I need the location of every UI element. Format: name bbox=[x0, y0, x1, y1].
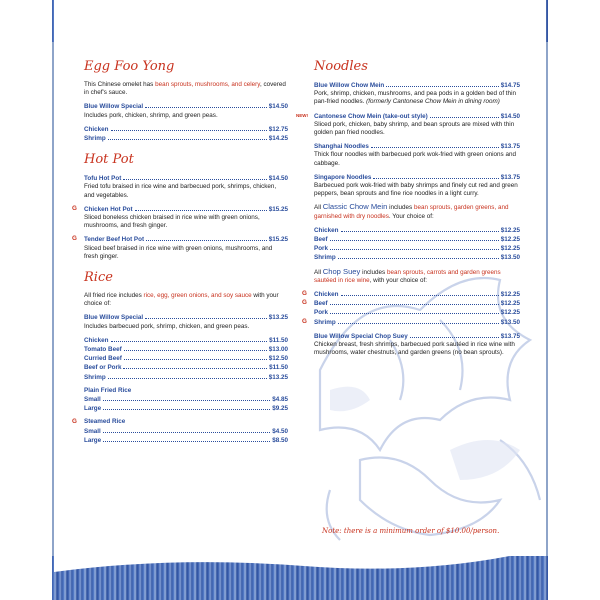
menu-item bbox=[302, 299, 520, 308]
leader-dots bbox=[371, 142, 499, 148]
item-description: Sliced pork, chicken, baby shrimp, and bean sprouts are mixed with thin golden pan fried noodles. bbox=[314, 120, 515, 137]
menu-item bbox=[84, 125, 288, 134]
desc-highlight: rice, egg, green onions, and soy sauce bbox=[143, 292, 252, 300]
desc-highlight: bean sprouts, mushrooms, and celery bbox=[155, 81, 260, 88]
section-title: Hot Pot bbox=[84, 152, 134, 168]
item-name: Chicken bbox=[84, 336, 109, 344]
section-description bbox=[84, 292, 288, 308]
classic-chow-mein-description bbox=[314, 203, 520, 220]
item-name: Blue Willow Special bbox=[84, 314, 144, 322]
item-price: $13.75 bbox=[500, 173, 520, 181]
item-name: Plain Fried Rice bbox=[84, 386, 132, 394]
leader-dots bbox=[123, 174, 266, 180]
menu-item bbox=[84, 345, 288, 354]
item-name: Tomato Beef bbox=[84, 346, 122, 354]
desc-text-mid: includes bbox=[360, 268, 387, 276]
item-price: $12.25 bbox=[500, 300, 520, 308]
leader-dots bbox=[146, 235, 267, 241]
item-description: Includes barbecued pork, shrimp, chicken, and green peas. bbox=[84, 322, 250, 330]
leader-dots bbox=[338, 253, 499, 259]
item-price: $13.50 bbox=[500, 254, 520, 262]
rice-section bbox=[72, 270, 288, 445]
sub-heading bbox=[84, 387, 288, 395]
menu-item bbox=[84, 363, 288, 372]
item-price: $9.25 bbox=[272, 405, 288, 413]
leader-dots bbox=[330, 308, 499, 314]
item-price: $13.00 bbox=[268, 346, 288, 354]
item-name: Small bbox=[84, 396, 101, 404]
item-price: $13.75 bbox=[500, 332, 520, 340]
leader-dots bbox=[145, 313, 267, 319]
item-price: $8.50 bbox=[272, 436, 288, 444]
egg-foo-yong-section bbox=[84, 60, 288, 143]
gluten-free-tag: G bbox=[72, 204, 77, 212]
item-price: $4.50 bbox=[272, 427, 288, 435]
menu-item bbox=[84, 336, 288, 345]
section-title: Egg Foo Yong bbox=[84, 59, 175, 74]
leader-dots bbox=[103, 404, 270, 410]
new-badge: NEW! bbox=[296, 112, 308, 118]
item-name: Tender Beef Hot Pot bbox=[84, 236, 145, 244]
item-name: Small bbox=[84, 427, 101, 435]
item-name: Steamed Rice bbox=[84, 418, 126, 426]
item-description: Chicken breast, fresh shrimps, barbecued pork sautéed in rice wine with mushrooms, water chestnuts, and garden greens (no bean sprouts). bbox=[314, 341, 515, 357]
item-name: Curried Beef bbox=[84, 355, 122, 363]
item-name: Large bbox=[84, 405, 102, 413]
item-price: $4.85 bbox=[272, 396, 288, 404]
desc-text: All bbox=[314, 268, 323, 276]
item-name: Cantonese Chow Mein (take-out style) bbox=[314, 112, 428, 120]
item-name: Shrimp bbox=[84, 373, 106, 381]
item-description: Sliced boneless chicken braised in rice wine with green onions, mushrooms, and fresh ginger. bbox=[84, 214, 260, 230]
item-name: Blue Willow Special Chop Suey bbox=[314, 332, 408, 340]
desc-text-end: , with your choice of: bbox=[369, 276, 428, 284]
desc-emphasis: Classic Chow Mein bbox=[322, 202, 388, 212]
section-title: Rice bbox=[84, 270, 113, 286]
sub-heading bbox=[72, 418, 288, 426]
desc-text: All fried rice includes bbox=[84, 292, 144, 300]
menu-item bbox=[314, 235, 520, 244]
item-price: $15.25 bbox=[268, 205, 288, 213]
item-name: Shrimp bbox=[314, 254, 336, 262]
item-price: $13.25 bbox=[268, 314, 288, 322]
item-name: Shrimp bbox=[314, 318, 336, 326]
item-name: Chicken bbox=[314, 291, 339, 299]
desc-note: (formerly Cantonese Chow Mein in dining room) bbox=[364, 98, 500, 106]
desc-text-end: , covered in chef's sauce. bbox=[84, 81, 286, 97]
desc-text-mid: includes bbox=[387, 204, 414, 212]
desc-text: Pork, shrimp, chicken, mushrooms, and pea pods in a golden bed of thin pan-fried noodles. bbox=[314, 90, 516, 106]
item-name: Large bbox=[84, 436, 102, 444]
item-price: $11.50 bbox=[269, 336, 288, 344]
menu-item bbox=[314, 332, 520, 341]
menu-item bbox=[84, 174, 288, 183]
item-name: Pork bbox=[314, 245, 328, 253]
item-description: Barbecued pork wok-fried with baby shrimps and finely cut red and green peppers, bean sprouts and fine rice noodles in a light curry. bbox=[314, 182, 518, 198]
item-name: Chicken bbox=[84, 125, 109, 133]
desc-text-end: with your choice of: bbox=[84, 292, 279, 308]
left-column bbox=[72, 59, 288, 455]
leader-dots bbox=[103, 436, 270, 442]
item-price: $14.50 bbox=[500, 112, 520, 120]
item-price: $13.50 bbox=[500, 318, 520, 326]
item-price: $15.25 bbox=[268, 236, 288, 244]
menu-item bbox=[84, 313, 288, 322]
leader-dots bbox=[111, 336, 268, 342]
item-name: Beef bbox=[314, 236, 328, 244]
menu-item bbox=[84, 102, 288, 111]
item-name: Tofu Hot Pot bbox=[84, 175, 122, 183]
item-price: $12.25 bbox=[500, 291, 520, 299]
menu-item bbox=[314, 253, 520, 262]
menu-item bbox=[84, 436, 288, 445]
menu-item bbox=[314, 142, 520, 151]
leader-dots bbox=[386, 81, 498, 87]
item-name: Chicken Hot Pot bbox=[84, 205, 133, 213]
leader-dots bbox=[124, 345, 267, 351]
item-price: $12.25 bbox=[500, 226, 520, 234]
item-price: $12.25 bbox=[500, 309, 520, 317]
item-price: $11.50 bbox=[269, 364, 288, 372]
leader-dots bbox=[410, 332, 499, 338]
item-price: $12.25 bbox=[500, 236, 520, 244]
leader-dots bbox=[430, 112, 499, 118]
item-description bbox=[314, 90, 520, 106]
menu-item bbox=[302, 317, 520, 327]
item-description: Fried tofu braised in rice wine and barbecued pork, shrimps, chicken, and vegetables. bbox=[84, 183, 277, 199]
menu-item bbox=[84, 134, 288, 143]
desc-text: All bbox=[314, 204, 323, 212]
leader-dots bbox=[330, 299, 499, 305]
leader-dots bbox=[338, 318, 499, 324]
desc-highlight: bean sprouts, garden greens, and garnished with dry noodles bbox=[314, 204, 509, 220]
item-name: Beef or Pork bbox=[84, 364, 122, 372]
item-price: $13.25 bbox=[268, 373, 288, 381]
menu-item bbox=[302, 290, 520, 299]
minimum-order-note: Note: there is a minimum order of $10.00/person. bbox=[322, 527, 500, 535]
leader-dots bbox=[341, 226, 499, 232]
noodles-section bbox=[296, 59, 520, 357]
leader-dots bbox=[103, 427, 270, 433]
menu-item bbox=[84, 427, 288, 436]
menu-item bbox=[84, 404, 288, 413]
item-price: $12.50 bbox=[268, 355, 288, 363]
section-description bbox=[84, 81, 288, 97]
leader-dots bbox=[330, 244, 499, 250]
item-price: $13.75 bbox=[500, 143, 520, 151]
item-name: Blue Willow Special bbox=[84, 103, 144, 111]
item-name: Singapore Noodles bbox=[314, 173, 372, 181]
leader-dots bbox=[341, 290, 499, 296]
item-price: $14.25 bbox=[268, 135, 288, 143]
gluten-free-tag: G bbox=[72, 235, 77, 243]
item-price: $12.75 bbox=[268, 125, 288, 133]
leader-dots bbox=[373, 173, 498, 179]
item-price: $14.75 bbox=[500, 82, 520, 89]
chop-suey-description bbox=[314, 268, 520, 285]
menu-item bbox=[314, 173, 520, 182]
menu-item bbox=[84, 354, 288, 363]
menu-item bbox=[296, 112, 520, 121]
item-price: $14.50 bbox=[268, 175, 288, 183]
item-name: Blue Willow Chow Mein bbox=[314, 82, 385, 89]
leader-dots bbox=[330, 235, 499, 241]
item-description: Includes pork, chicken, shrimp, and green peas. bbox=[84, 111, 218, 119]
item-description: Thick flour noodles with barbecued pork wok-fried with green onions and cabbage. bbox=[314, 151, 516, 167]
gluten-free-tag: G bbox=[302, 290, 307, 298]
desc-text-end: . Your choice of: bbox=[388, 212, 434, 220]
menu-item bbox=[314, 81, 520, 90]
hot-pot-section bbox=[72, 152, 288, 261]
menu-item bbox=[84, 373, 288, 382]
leader-dots bbox=[111, 125, 267, 131]
item-name: Shrimp bbox=[84, 135, 106, 143]
item-name: Chicken bbox=[314, 226, 339, 234]
menu-item bbox=[314, 244, 520, 253]
leader-dots bbox=[108, 373, 267, 379]
item-description: Sliced beef braised in rice wine with green onions, mushrooms, and fresh ginger. bbox=[84, 244, 273, 260]
gluten-free-tag: G bbox=[302, 299, 307, 307]
item-name: Shanghai Noodles bbox=[314, 143, 369, 151]
leader-dots bbox=[135, 205, 267, 211]
item-price: $12.25 bbox=[500, 245, 520, 253]
item-name: Beef bbox=[314, 300, 328, 308]
gluten-free-tag: G bbox=[302, 317, 307, 325]
menu-item bbox=[72, 204, 288, 214]
gluten-free-tag: G bbox=[72, 418, 77, 426]
leader-dots bbox=[108, 134, 267, 140]
leader-dots bbox=[123, 363, 267, 369]
desc-text: This Chinese omelet has bbox=[84, 81, 156, 88]
item-name: Pork bbox=[314, 309, 328, 317]
section-title: Noodles bbox=[314, 59, 368, 74]
desc-emphasis: Chop Suey bbox=[322, 266, 361, 276]
menu-item bbox=[314, 226, 520, 235]
leader-dots bbox=[124, 354, 267, 360]
item-price: $14.50 bbox=[268, 103, 288, 111]
desc-highlight: bean sprouts, carrots and garden greens sautéed in rice wine bbox=[314, 268, 501, 284]
menu-item bbox=[72, 235, 288, 244]
menu-item bbox=[84, 395, 288, 404]
leader-dots bbox=[103, 395, 270, 401]
right-column bbox=[296, 59, 520, 367]
menu-item bbox=[314, 308, 520, 317]
leader-dots bbox=[145, 102, 267, 108]
